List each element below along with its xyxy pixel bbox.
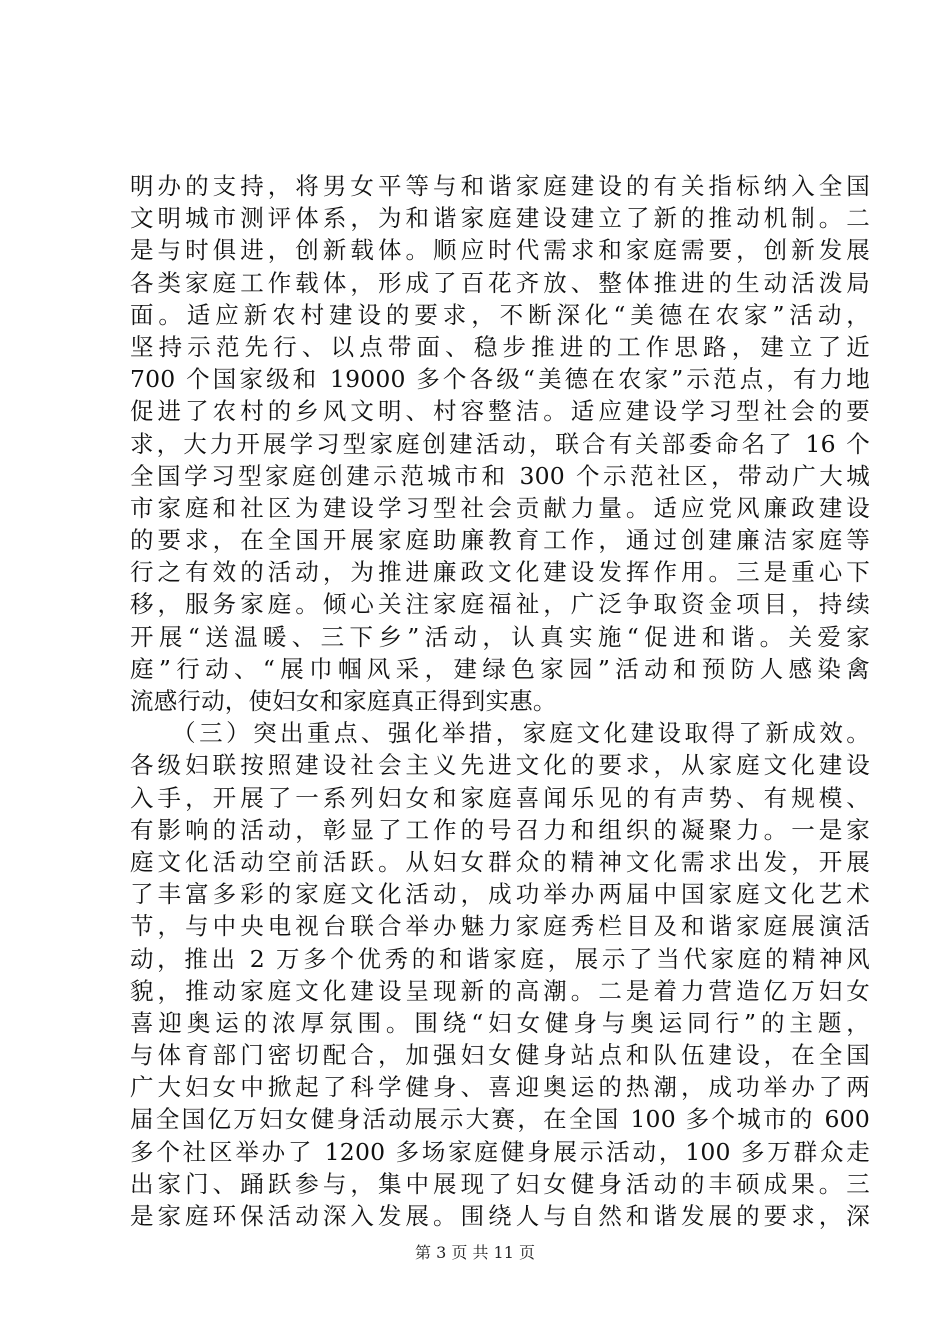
text-line: 多个社区举办了 1200 多场家庭健身展示活动，100 多万群众走 — [130, 1137, 870, 1166]
text-line: 各级妇联按照建设社会主义先进文化的要求，从家庭文化建设 — [130, 751, 870, 780]
text-line: 700 个国家级和 19000 多个各级“美德在农家”示范点，有力地 — [130, 365, 870, 394]
text-line: 流感行动，使妇女和家庭真正得到实惠。 — [130, 687, 557, 715]
page-footer: 第 3 页 共 11 页 — [415, 1243, 535, 1262]
text-line: 广大妇女中掀起了科学健身、喜迎奥运的热潮，成功举办了两 — [130, 1073, 870, 1102]
text-line: 是与时俱进，创新载体。顺应时代需求和家庭需要，创新发展 — [130, 236, 870, 265]
text-line: 与体育部门密切配合，加强妇女健身站点和队伍建设，在全国 — [130, 1041, 870, 1070]
body-text — [130, 170, 870, 1232]
text-line: 移，服务家庭。倾心关注家庭福祉，广泛争取资金项目，持续 — [130, 590, 870, 619]
text-line: 各类家庭工作载体，形成了百花齐放、整体推进的生动活泼局 — [130, 268, 870, 297]
text-line: 市家庭和社区为建设学习型社会贡献力量。适应党风廉政建设 — [130, 493, 870, 522]
text-line: 坚持示范先行、以点带面、稳步推进的工作思路，建立了近 — [130, 332, 870, 361]
text-line: 了丰富多彩的家庭文化活动，成功举办两届中国家庭文化艺术 — [130, 880, 870, 909]
text-line: 求，大力开展学习型家庭创建活动，联合有关部委命名了 16 个 — [130, 429, 870, 458]
text-line: 出家门、踊跃参与，集中展现了妇女健身活动的丰硕成果。三 — [130, 1169, 870, 1198]
text-line: 促进了农村的乡风文明、村容整洁。适应建设学习型社会的要 — [130, 397, 870, 426]
text-line: 开展“送温暖、三下乡”活动，认真实施“促进和谐。关爱家 — [130, 622, 870, 651]
text-line: 文明城市测评体系，为和谐家庭建设建立了新的推动机制。二 — [130, 204, 870, 233]
text-line: 面。适应新农村建设的要求，不断深化“美德在农家”活动， — [130, 300, 870, 329]
text-line: 入手，开展了一系列妇女和家庭喜闻乐见的有声势、有规模、 — [130, 783, 870, 812]
text-line: 有影响的活动，彰显了工作的号召力和组织的凝聚力。一是家 — [130, 815, 870, 844]
text-line: 庭”行动、“展巾帼风采，建绿色家园”活动和预防人感染禽 — [130, 654, 870, 683]
text-line: 的要求，在全国开展家庭助廉教育工作，通过创建廉洁家庭等 — [130, 526, 870, 555]
text-line: 庭文化活动空前活跃。从妇女群众的精神文化需求出发，开展 — [130, 847, 870, 876]
text-line: 届全国亿万妇女健身活动展示大赛，在全国 100 多个城市的 600 — [130, 1105, 870, 1134]
text-line: 全国学习型家庭创建示范城市和 300 个示范社区，带动广大城 — [130, 461, 870, 490]
text-line: 节，与中央电视台联合举办魅力家庭秀栏目及和谐家庭展演活 — [130, 912, 870, 941]
section-heading-line: （三）突出重点、强化举措，家庭文化建设取得了新成效。 — [130, 719, 870, 748]
text-line: 是家庭环保活动深入发展。围绕人与自然和谐发展的要求，深 — [130, 1202, 870, 1230]
text-line: 明办的支持，将男女平等与和谐家庭建设的有关指标纳入全国 — [130, 172, 870, 200]
text-line: 喜迎奥运的浓厚氛围。围绕“妇女健身与奥运同行”的主题， — [130, 1008, 870, 1037]
text-line: 行之有效的活动，为推进廉政文化建设发挥作用。三是重心下 — [130, 558, 870, 587]
text-line: 动，推出 2 万多个优秀的和谐家庭，展示了当代家庭的精神风 — [130, 944, 870, 973]
text-line: 貌，推动家庭文化建设呈现新的高潮。二是着力营造亿万妇女 — [130, 976, 870, 1005]
